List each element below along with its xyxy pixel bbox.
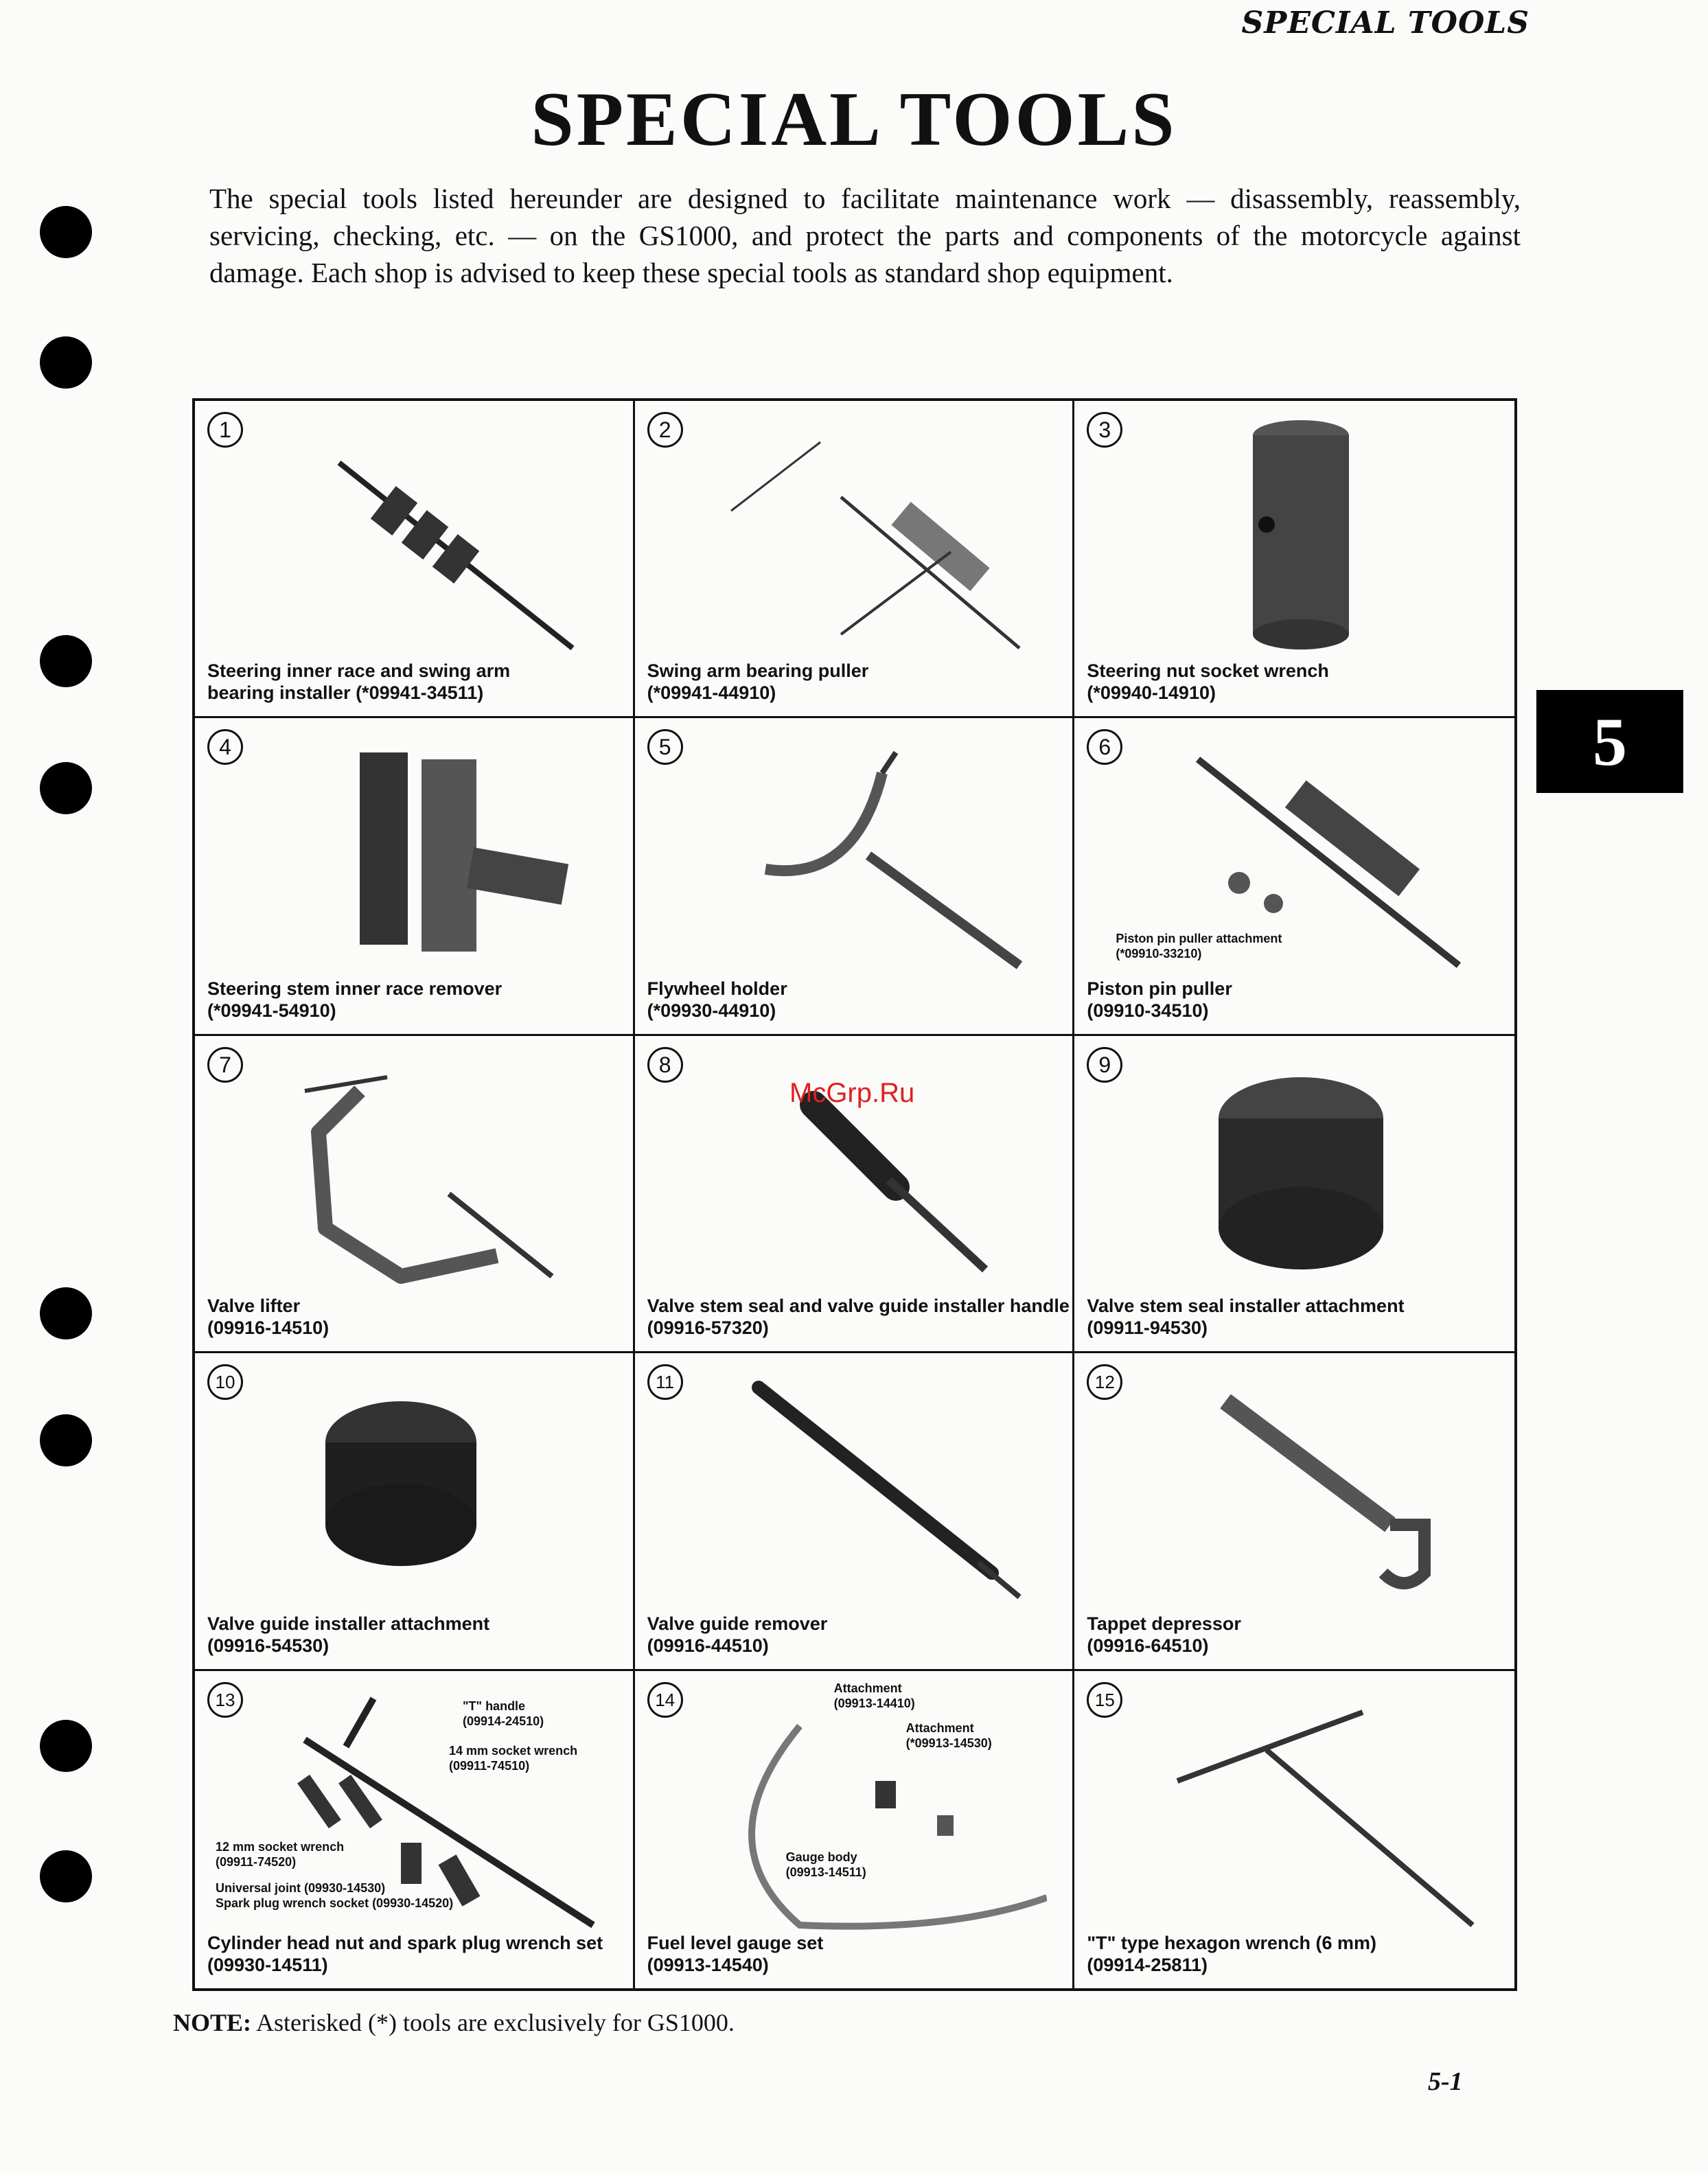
valve-lifter-illustration: [222, 1050, 607, 1297]
tool-number: 13: [207, 1682, 243, 1718]
tool-cell: [195, 1671, 635, 1988]
tool-part-number: bearing installer (*09941-34511): [207, 682, 484, 704]
tool-part-number: (09916-64510): [1087, 1635, 1209, 1656]
attachment-a-label: [834, 1681, 915, 1711]
tool-part-number: (09914-25811): [1087, 1954, 1208, 1975]
binder-hole: [40, 1287, 92, 1339]
tool-part-number: (*09940-14910): [1087, 682, 1216, 704]
sublabel-code: (09911-74520): [216, 1854, 297, 1869]
race-remover-illustration: [222, 732, 607, 979]
guide-remover-illustration: [662, 1367, 1047, 1614]
tool-part-number: (09913-14540): [647, 1954, 769, 1975]
race-installer-illustration: [222, 415, 607, 662]
tool-caption: [647, 978, 1066, 1022]
tool-name: Flywheel holder: [647, 978, 787, 999]
tool-number: 8: [647, 1047, 683, 1083]
tappet-depressor-illustration: [1102, 1367, 1486, 1614]
socket-wrench-illustration: [1102, 415, 1486, 662]
tool-cell: [635, 401, 1075, 718]
tool-name: Fuel level gauge set: [647, 1932, 824, 1953]
page-number: 5-1: [1428, 2067, 1463, 2096]
tool-part-number: (09916-54530): [207, 1635, 330, 1656]
tool-caption: [207, 978, 626, 1022]
tool-name: "T" type hexagon wrench (6 mm): [1087, 1932, 1377, 1953]
binder-hole: [40, 1720, 92, 1772]
tool-cell: [1074, 1036, 1514, 1353]
tool-cell: [635, 1671, 1075, 1988]
tool-part-number: (*09930-44910): [647, 1000, 776, 1021]
page-title: SPECIAL TOOLS: [531, 77, 1177, 162]
tool-name: Cylinder head nut and spark plug wrench set: [207, 1932, 603, 1953]
tool-cell: [635, 1353, 1075, 1670]
tool-name: Valve guide installer attachment: [207, 1613, 490, 1634]
tool-number: 14: [647, 1682, 683, 1718]
tool-number: 2: [647, 412, 683, 448]
tool-caption: [207, 660, 626, 704]
tool-name: Steering nut socket wrench: [1087, 660, 1329, 682]
tool-name: Valve lifter: [207, 1296, 301, 1317]
binder-hole: [40, 336, 92, 389]
flywheel-holder-illustration: [662, 732, 1047, 979]
sublabel-name: "T" handle: [463, 1699, 526, 1713]
tool-part-number: (09916-57320): [647, 1317, 769, 1339]
universal-joint-label: [216, 1880, 453, 1911]
tool-name: Steering inner race and swing arm: [207, 660, 511, 682]
tool-name: Valve stem seal installer attachment: [1087, 1296, 1405, 1317]
tool-number: 12: [1087, 1364, 1122, 1400]
attachment-label: [1116, 931, 1282, 961]
tool-caption: [207, 1613, 626, 1657]
attachment-code: (*09910-33210): [1116, 947, 1202, 961]
tool-caption: [1087, 1613, 1508, 1657]
tool-name: Tappet depressor: [1087, 1613, 1241, 1634]
tool-number: 5: [647, 729, 683, 765]
section-tab: 5: [1536, 690, 1683, 793]
tool-caption: [647, 660, 1066, 704]
tool-cell: [1074, 718, 1514, 1035]
sublabel-name: Spark plug wrench socket (09930-14520): [216, 1896, 454, 1910]
tool-part-number: (09911-94530): [1087, 1317, 1208, 1339]
tool-name: Valve guide remover: [647, 1613, 828, 1634]
binder-hole: [40, 1414, 92, 1466]
footnote: [173, 2008, 735, 2037]
tool-caption: [207, 1295, 626, 1339]
attachment-name: Piston pin puller attachment: [1116, 932, 1282, 946]
tool-part-number: (09910-34510): [1087, 1000, 1209, 1021]
guide-installer-attachment-illustration: [222, 1367, 607, 1614]
hexagon-wrench-illustration: [1102, 1685, 1486, 1932]
sublabel-code: (09913-14410): [833, 1696, 915, 1710]
tool-caption: [1087, 978, 1508, 1022]
tool-number: 9: [1087, 1047, 1122, 1083]
tool-caption: [1087, 1932, 1508, 1976]
tool-caption: [647, 1932, 1066, 1976]
tool-number: 3: [1087, 412, 1122, 448]
tool-cell: [635, 718, 1075, 1035]
tool-caption: [647, 1613, 1066, 1657]
tool-caption: [647, 1295, 1070, 1339]
socket12-label: [216, 1839, 344, 1869]
sublabel-code: (09913-14511): [785, 1865, 866, 1879]
socket14-label: [449, 1743, 577, 1773]
installer-attachment-illustration: [1102, 1050, 1486, 1297]
tool-cell: [1074, 1671, 1514, 1988]
tool-name: Swing arm bearing puller: [647, 660, 869, 682]
binder-hole: [40, 1850, 92, 1902]
tool-cell: [1074, 401, 1514, 718]
intro-paragraph: The special tools listed hereunder are designed to facilitate maintenance work — disassembly, reassembly, servicing, checking, etc. — on the GS1000, and protect the parts and components of the motorcycle against damage. Each shop is advised to keep these special tools as standard shop equipment.: [209, 183, 1521, 288]
sublabel-name: Universal joint (09930-14530): [216, 1880, 386, 1895]
tool-name: Steering stem inner race remover: [207, 978, 503, 999]
tool-number: 15: [1087, 1682, 1122, 1718]
tool-number: 1: [207, 412, 243, 448]
sublabel-code: (09911-74510): [449, 1758, 530, 1773]
tool-part-number: (09916-44510): [647, 1635, 769, 1656]
note-label: NOTE:: [173, 2009, 252, 2036]
tool-caption: [1087, 1295, 1508, 1339]
gauge-body-label: [786, 1850, 866, 1880]
binder-hole: [40, 635, 92, 687]
tool-part-number: (09930-14511): [207, 1954, 328, 1975]
watermark-text: McGrp.Ru: [789, 1078, 915, 1108]
binder-hole: [40, 206, 92, 258]
sublabel-name: Attachment: [833, 1681, 902, 1695]
sublabel-code: (09914-24510): [463, 1714, 544, 1728]
attachment-b-label: [906, 1721, 992, 1751]
tool-part-number: (*09941-54910): [207, 1000, 336, 1021]
tool-part-number: (*09941-44910): [647, 682, 776, 704]
t-handle-label: [463, 1699, 544, 1729]
tool-number: 11: [647, 1364, 683, 1400]
tools-grid: [192, 398, 1517, 1991]
tool-part-number: (09916-14510): [207, 1317, 330, 1339]
tool-cell: [195, 401, 635, 718]
tool-cell: [195, 1353, 635, 1670]
sublabel-name: 14 mm socket wrench: [449, 1743, 578, 1758]
tool-number: 7: [207, 1047, 243, 1083]
note-text: Asterisked (*) tools are exclusively for GS1000.: [256, 2009, 735, 2036]
tool-number: 6: [1087, 729, 1122, 765]
binder-hole: [40, 762, 92, 814]
tool-name: Piston pin puller: [1087, 978, 1232, 999]
tool-cell: [1074, 1353, 1514, 1670]
tool-cell: [195, 1036, 635, 1353]
tool-cell: [195, 718, 635, 1035]
tool-number: 10: [207, 1364, 243, 1400]
tool-name: Valve stem seal and valve guide installer handle: [647, 1296, 1070, 1317]
running-header: SPECIAL TOOLS: [1241, 5, 1530, 41]
tool-number: 4: [207, 729, 243, 765]
tool-caption: [207, 1932, 626, 1976]
bearing-puller-illustration: [662, 415, 1047, 662]
sublabel-name: 12 mm socket wrench: [216, 1839, 345, 1854]
sublabel-name: Attachment: [905, 1721, 974, 1735]
sublabel-name: Gauge body: [785, 1850, 857, 1864]
tool-caption: [1087, 660, 1508, 704]
sublabel-code: (*09913-14530): [905, 1736, 992, 1750]
